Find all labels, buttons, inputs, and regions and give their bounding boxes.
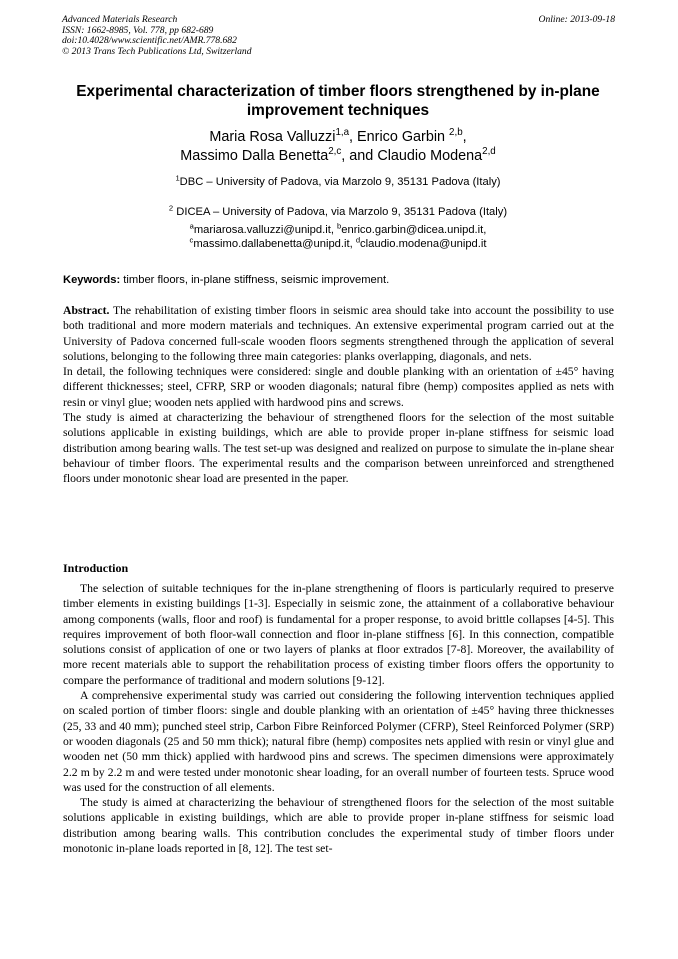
author-superscript: 1,a <box>335 127 350 139</box>
email-address[interactable]: mariarosa.valluzzi@unipd.it, <box>193 224 338 236</box>
abstract-text: The rehabilitation of existing timber floors in seismic area should take into account the possibility to use both traditional and more modern materials and techniques. An extensive experimental program carried out at the University of Padova concerned full-scale wooden floors segments strengthened through the application of several solutions, belonging to the following three main categories: planks overlapping, diagonals, and nets. <box>63 304 614 363</box>
email-superscript: d <box>355 234 361 244</box>
issn-line: ISSN: 1662-8985, Vol. 778, pp 682-689 <box>62 24 214 36</box>
paper-title: Experimental characterization of timber floors strengthened by in-plane improvement techniques <box>76 83 600 119</box>
author-name: Enrico Garbin <box>357 129 446 145</box>
online-date: Online: 2013-09-18 <box>538 14 615 25</box>
keywords-label: Keywords: <box>63 274 121 286</box>
email-superscript: a <box>189 221 194 231</box>
doi-line: doi:10.4028/www.scientific.net/AMR.778.682 <box>62 35 237 47</box>
affiliation-2 <box>60 205 616 219</box>
abstract-section <box>63 303 614 487</box>
introduction-section <box>63 581 614 856</box>
abstract-paragraph <box>63 303 614 364</box>
intro-paragraph: The selection of suitable techniques for the in-plane strengthening of floors is particularly required to preserve timber elements in existing buildings [1-3]. Especially in seismic zone, the attainment of a collaborative behaviour among components (walls, floor and roof) is fundamental for a proper response, to avoid brittle collapses [4-5]. This requires improvement of both floor-wall connection and floor in-plane stiffness [6]. In this connection, compatible solutions consist of application of one or two layers of planks at floor extrados [7-8]. Moreover, the availability of more recent materials able to support the rehabilitation process of existing timber floors offers the opportunity to compare the performance of traditional and modern solutions [9-12]. <box>63 582 614 687</box>
email-address[interactable]: claudio.modena@unipd.it <box>360 237 487 250</box>
intro-paragraph: A comprehensive experimental study was carried out considering the following intervention techniques applied on scaled portion of timber floors: single and double planking with an orientation of ±45° having three thicknesses (25, 33 and 40 mm); punched steel strip, Carbon Fibre Reinforced Polymer (CFRP), Steel Reinforced Polymer (SRP) or wooden diagonals (25 and 50 mm thick); natural fibre (hemp) composites nets applied with resin or vinyl glue and wooden net (50 mm thick) applied with hardwood pins and screws. The specimen dimensions were approximately 2.2 m by 2.2 m and were tested under monotonic shear loading, for an overall number of fourteen tests. Spruce wood was used for the construction of all elements. <box>63 689 614 794</box>
affiliation-superscript: 1 <box>175 173 180 183</box>
journal-name: Advanced Materials Research <box>62 14 178 25</box>
author-emails <box>60 221 616 251</box>
author-superscript: 2,d <box>482 146 496 158</box>
email-superscript: c <box>189 234 194 244</box>
intro-paragraph: The study is aimed at characterizing the behaviour of strengthened floors for the selection of the most suitable solutions applicable in existing buildings, which are able to provide proper in-plane stiffness for seismic load distribution among bearing walls. This contribution concludes the experimental study of timber floors under monotonic in-plane loads reported in [8, 12]. The test set- <box>63 796 614 856</box>
abstract-label: Abstract. <box>63 304 110 317</box>
journal-header <box>62 15 252 57</box>
author-separator: , <box>462 129 467 145</box>
author-separator: , <box>349 129 358 145</box>
keywords-text: timber floors, in-plane stiffness, seismic improvement. <box>120 274 390 286</box>
affiliation-1 <box>60 175 616 189</box>
email-superscript: b <box>337 221 342 231</box>
affiliation-superscript: 2 <box>168 203 174 213</box>
email-address[interactable]: enrico.garbin@dicea.unipd.it, <box>341 224 487 236</box>
author-name: Maria Rosa Valluzzi <box>209 129 336 145</box>
section-heading: Introduction <box>63 561 129 575</box>
copyright-line: © 2013 Trans Tech Publications Ltd, Switzerland <box>62 45 252 57</box>
author-superscript: 2,b <box>449 127 463 139</box>
author-name: Claudio Modena <box>377 148 483 164</box>
abstract-paragraph: In detail, the following techniques were considered: single and double planking with an orientation of ±45° having different thicknesses; steel, CFRP, SRP or wooden diagonals; natural fibre (hemp) composites applied as nets with resin or vinyl glue; wooden nets applied with hardwood pins and screws. <box>63 365 614 409</box>
author-name: Massimo Dalla Benetta <box>180 148 329 164</box>
affiliation-text: DBC – University of Padova, via Marzolo 9, 35131 Padova (Italy) <box>179 176 501 188</box>
keywords-line <box>63 273 615 287</box>
author-list <box>60 128 616 166</box>
author-separator: , and <box>341 148 378 164</box>
abstract-paragraph: The study is aimed at characterizing the behaviour of strengthened floors for the selection of the most suitable solutions applicable in existing buildings, which are able to provide proper in-plane stiffness for seismic load distribution among bearing walls. The test set-up was designed and realized on purpose to simulate the in-plane shear behaviour of timber floors. The experimental results and the comparison between unreinforced and strengthened floors under monotonic shear load are presented in the paper. <box>63 411 614 486</box>
author-superscript: 2,c <box>328 146 342 158</box>
email-address[interactable]: massimo.dallabenetta@unipd.it, <box>193 237 356 250</box>
affiliation-text: DICEA – University of Padova, via Marzolo 9, 35131 Padova (Italy) <box>173 206 508 218</box>
